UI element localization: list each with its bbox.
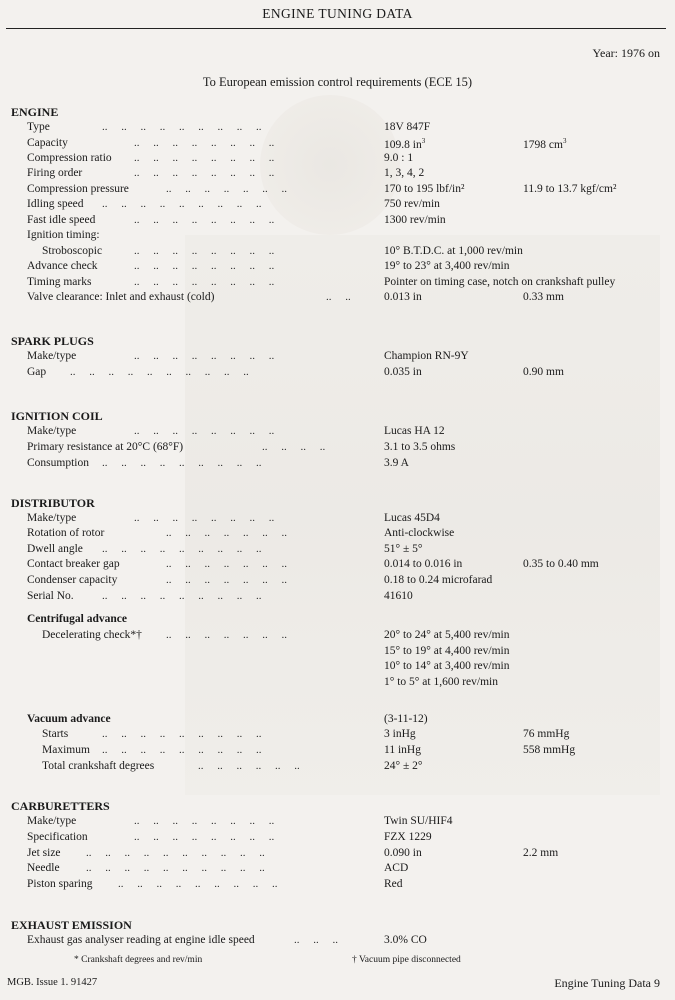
idling-speed-label: Idling speed — [27, 198, 84, 210]
compression-pressure-imperial: 170 to 195 lbf/in² — [384, 183, 465, 195]
leader-dots: .. .. .. .. .. .. .. .. — [134, 815, 275, 827]
leader-dots: .. .. .. .. .. .. .. — [166, 574, 287, 586]
decelerating-check-value: 20° to 24° at 5,400 rev/min — [384, 629, 510, 641]
needle-value: ACD — [384, 862, 409, 874]
timing-marks-value: Pointer on timing case, notch on crankshaft pulley — [384, 276, 616, 288]
consumption-value: 3.9 A — [384, 457, 409, 469]
spark-plug-make-value: Champion RN-9Y — [384, 350, 469, 362]
spark-plug-gap-imperial: 0.035 in — [384, 366, 422, 378]
section-distributor-title: DISTRIBUTOR — [11, 496, 95, 510]
coil-make-label: Make/type — [27, 425, 77, 437]
section-exhaust-emission-title: EXHAUST EMISSION — [11, 918, 132, 932]
jet-size-imperial: 0.090 in — [384, 847, 422, 859]
capacity-imperial-exponent: 3 — [421, 137, 426, 145]
capacity-imperial-text: 109.8 in — [384, 138, 422, 151]
compression-ratio-label: Compression ratio — [27, 152, 112, 164]
centrifugal-advance-title: Centrifugal advance — [27, 613, 127, 625]
distributor-make-value: Lucas 45D4 — [384, 512, 440, 524]
total-crankshaft-value: 24° ± 2° — [384, 760, 423, 772]
vacuum-starts-label: Starts — [42, 728, 69, 740]
compression-pressure-metric: 11.9 to 13.7 kgf/cm² — [523, 183, 617, 195]
compression-pressure-label: Compression pressure — [27, 183, 129, 195]
vacuum-maximum-label: Maximum — [42, 744, 90, 756]
leader-dots: .. .. — [326, 291, 351, 303]
specification-label: Specification — [27, 831, 88, 843]
capacity-metric-exponent: 3 — [562, 137, 567, 145]
specification-value: FZX 1229 — [384, 831, 432, 843]
leader-dots: .. .. .. .. .. .. .. .. — [134, 152, 275, 164]
vacuum-maximum-imperial: 11 inHg — [384, 744, 421, 756]
leader-dots: .. .. .. .. .. .. .. .. .. — [102, 457, 262, 469]
leader-dots: .. .. .. .. .. .. .. .. .. — [102, 121, 262, 133]
vacuum-starts-metric: 76 mmHg — [523, 728, 570, 740]
analyser-label: Exhaust gas analyser reading at engine idle speed — [27, 934, 255, 946]
stroboscopic-value: 10° B.T.D.C. at 1,000 rev/min — [384, 245, 523, 257]
contact-gap-metric: 0.35 to 0.40 mm — [523, 558, 599, 570]
leader-dots: .. .. .. .. .. .. .. .. .. — [118, 878, 278, 890]
distributor-make-label: Make/type — [27, 512, 77, 524]
advance-check-value: 19° to 23° at 3,400 rev/min — [384, 260, 510, 272]
vacuum-maximum-metric: 558 mmHg — [523, 744, 576, 756]
leader-dots: .. .. .. .. .. .. .. .. .. — [102, 590, 262, 602]
leader-dots: .. .. .. .. .. .. .. — [166, 629, 287, 641]
contact-gap-imperial: 0.014 to 0.016 in — [384, 558, 463, 570]
piston-spring-value: Red — [384, 878, 403, 890]
timing-marks-label: Timing marks — [27, 276, 92, 288]
leader-dots: .. .. .. .. .. .. .. .. .. .. — [86, 862, 265, 874]
mg-logo-watermark — [260, 95, 400, 235]
condenser-value: 0.18 to 0.24 microfarad — [384, 574, 493, 586]
decelerating-check-value: 1° to 5° at 1,600 rev/min — [384, 676, 498, 688]
page-title: ENGINE TUNING DATA — [262, 6, 413, 21]
section-carburetters-title: CARBURETTERS — [11, 799, 110, 813]
dwell-angle-value: 51° ± 5° — [384, 543, 423, 555]
leader-dots: .. .. .. .. .. .. .. — [166, 558, 287, 570]
section-engine-title: ENGINE — [11, 105, 59, 119]
ignition-timing-label: Ignition timing: — [27, 229, 100, 241]
footnote-dagger: † Vacuum pipe disconnected — [352, 955, 461, 965]
stroboscopic-label: Stroboscopic — [42, 245, 103, 257]
leader-dots: .. .. .. .. .. .. .. .. — [134, 350, 275, 362]
leader-dots: .. .. .. .. — [262, 441, 326, 453]
analyser-value: 3.0% CO — [384, 934, 427, 946]
year-label: Year: 1976 on — [592, 46, 660, 60]
leader-dots: .. .. .. .. .. .. .. .. — [134, 214, 275, 226]
capacity-label: Capacity — [27, 137, 68, 149]
header-divider — [6, 28, 666, 29]
leader-dots: .. .. .. .. .. .. .. .. — [134, 831, 275, 843]
leader-dots: .. .. .. .. .. .. .. .. — [134, 137, 275, 149]
leader-dots: .. .. .. .. .. .. .. .. .. — [102, 728, 262, 740]
jet-size-metric: 2.2 mm — [523, 847, 559, 859]
carb-make-value: Twin SU/HIF4 — [384, 815, 453, 827]
primary-resistance-value: 3.1 to 3.5 ohms — [384, 441, 456, 453]
leader-dots: .. .. .. .. .. .. .. .. — [134, 512, 275, 524]
leader-dots: .. .. .. .. .. .. .. — [166, 527, 287, 539]
condenser-label: Condenser capacity — [27, 574, 118, 586]
spark-plug-make-label: Make/type — [27, 350, 77, 362]
leader-dots: .. .. .. .. .. .. .. .. .. — [102, 543, 262, 555]
vacuum-advance-code: (3-11-12) — [384, 713, 428, 725]
decelerating-check-value: 15° to 19° at 4,400 rev/min — [384, 645, 510, 657]
section-ignition-coil-title: IGNITION COIL — [11, 409, 103, 423]
vacuum-starts-imperial: 3 inHg — [384, 728, 416, 740]
leader-dots: .. .. .. .. .. .. .. .. — [134, 245, 275, 257]
vacuum-advance-title: Vacuum advance — [27, 713, 111, 725]
leader-dots: .. .. .. .. .. .. .. .. — [134, 260, 275, 272]
needle-label: Needle — [27, 862, 60, 874]
leader-dots: .. .. .. .. .. .. .. .. .. — [102, 744, 262, 756]
coil-make-value: Lucas HA 12 — [384, 425, 445, 437]
valve-clearance-label: Valve clearance: Inlet and exhaust (cold) — [27, 291, 215, 303]
capacity-value-imperial — [384, 137, 425, 151]
carb-make-label: Make/type — [27, 815, 77, 827]
serial-no-label: Serial No. — [27, 590, 74, 602]
consumption-label: Consumption — [27, 457, 89, 469]
engine-type-value: 18V 847F — [384, 121, 431, 133]
capacity-metric-text: 1798 cm — [523, 138, 563, 151]
footer-page-label: Engine Tuning Data 9 — [554, 976, 660, 990]
capacity-value-metric — [523, 137, 566, 151]
footnote-star: * Crankshaft degrees and rev/min — [74, 955, 203, 965]
rotation-value: Anti-clockwise — [384, 527, 455, 539]
leader-dots: .. .. .. .. .. .. — [198, 760, 300, 772]
leader-dots: .. .. .. .. .. .. .. .. — [134, 167, 275, 179]
leader-dots: .. .. .. — [294, 934, 338, 946]
valve-clearance-metric: 0.33 mm — [523, 291, 564, 303]
leader-dots: .. .. .. .. .. .. .. .. .. — [102, 198, 262, 210]
primary-resistance-label: Primary resistance at 20°C (68°F) — [27, 441, 184, 453]
rotation-label: Rotation of rotor — [27, 527, 105, 539]
decelerating-check-label: Decelerating check*† — [42, 629, 142, 641]
section-spark-plugs-title: SPARK PLUGS — [11, 334, 94, 348]
leader-dots: .. .. .. .. .. .. .. .. .. .. — [86, 847, 265, 859]
fast-idle-value: 1300 rev/min — [384, 214, 446, 226]
leader-dots: .. .. .. .. .. .. .. .. — [134, 276, 275, 288]
fast-idle-label: Fast idle speed — [27, 214, 96, 226]
spark-plug-gap-label: Gap — [27, 366, 47, 378]
compression-ratio-value: 9.0 : 1 — [384, 152, 414, 164]
leader-dots: .. .. .. .. .. .. .. .. — [134, 425, 275, 437]
idling-speed-value: 750 rev/min — [384, 198, 440, 210]
decelerating-check-value: 10° to 14° at 3,400 rev/min — [384, 660, 510, 672]
firing-order-label: Firing order — [27, 167, 83, 179]
jet-size-label: Jet size — [27, 847, 61, 859]
leader-dots: .. .. .. .. .. .. .. — [166, 183, 287, 195]
subtitle: To European emission control requirements (ECE 15) — [202, 75, 473, 89]
spark-plug-gap-metric: 0.90 mm — [523, 366, 564, 378]
dwell-angle-label: Dwell angle — [27, 543, 83, 555]
total-crankshaft-label: Total crankshaft degrees — [42, 760, 155, 772]
firing-order-value: 1, 3, 4, 2 — [384, 167, 425, 179]
leader-dots: .. .. .. .. .. .. .. .. .. .. — [70, 366, 249, 378]
valve-clearance-imperial: 0.013 in — [384, 291, 422, 303]
engine-type-label: Type — [27, 121, 50, 133]
contact-gap-label: Contact breaker gap — [27, 558, 120, 570]
footer-issue: MGB. Issue 1. 91427 — [7, 977, 98, 988]
serial-no-value: 41610 — [384, 590, 413, 602]
piston-spring-label: Piston sparing — [27, 878, 93, 890]
advance-check-label: Advance check — [27, 260, 98, 272]
